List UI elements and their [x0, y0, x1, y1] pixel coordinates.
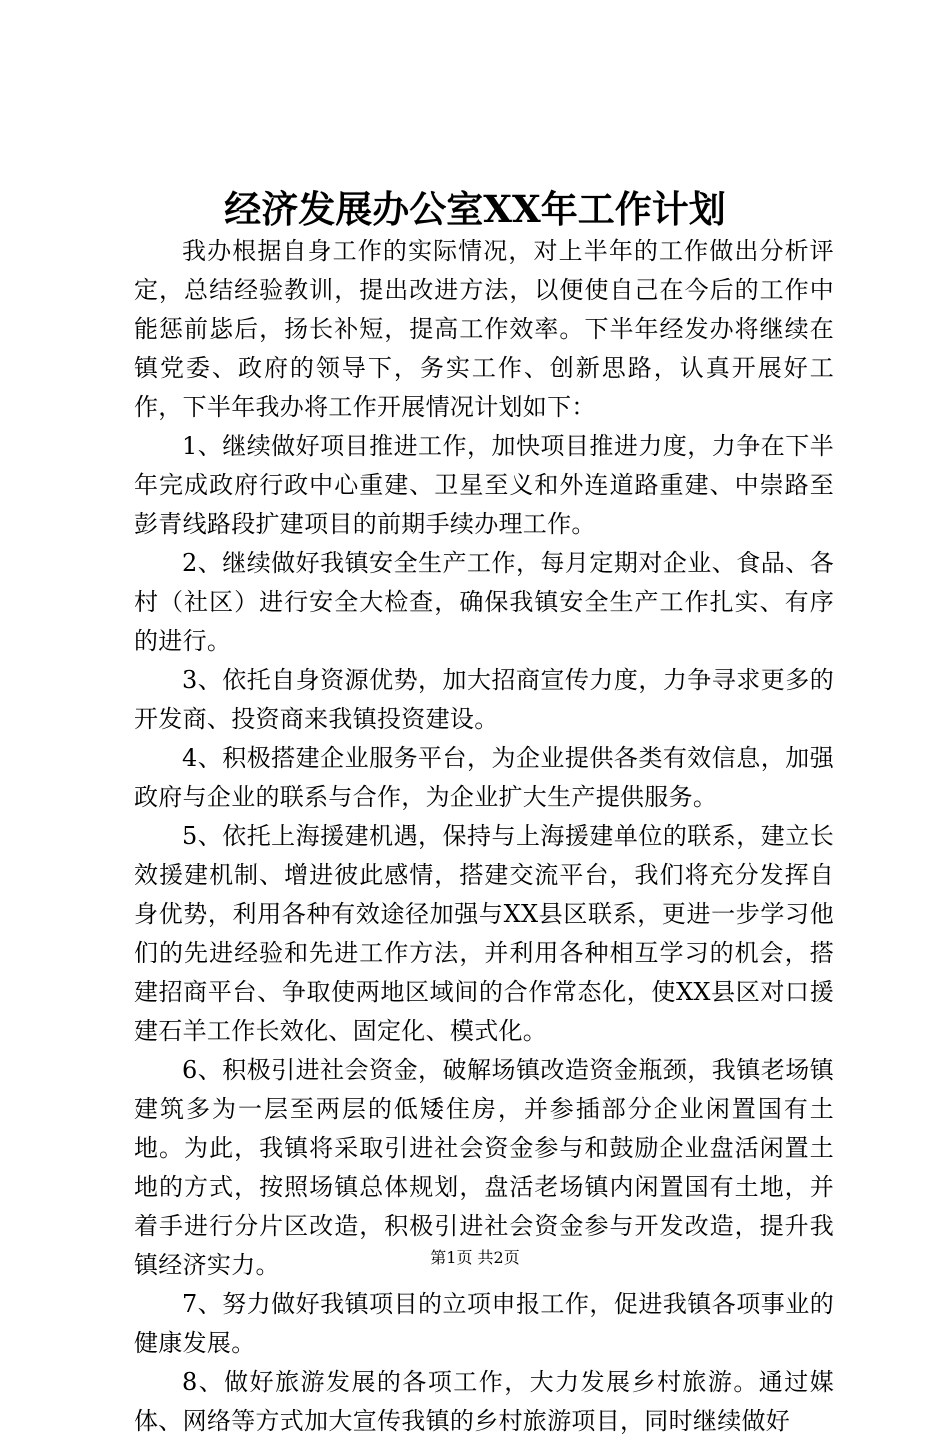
paragraph-item-6: 6、积极引进社会资金，破解场镇改造资金瓶颈，我镇老场镇建筑多为一层至两层的低矮住房，并参插部分企业闲置国有土地。为此，我镇将采取引进社会资金参与和鼓励企业盘活闲置土地的方式，按照场镇总体规划，盘活老场镇内闲置国有土地，并着手进行分片区改造，积极引进社会资金参与开发改造，提升我镇经济实力。	[134, 1056, 834, 1279]
document-title: 经济发展办公室XX年工作计划	[224, 187, 726, 231]
page-number-footer: 第1页 共2页	[430, 1248, 520, 1267]
paragraph-item-1: 1、继续做好项目推进工作，加快项目推进力度，力争在下半年完成政府行政中心重建、卫星至义和外连道路重建、中崇路至彭青线路段扩建项目的前期手续办理工作。	[134, 432, 834, 538]
paragraph-item-4: 4、积极搭建企业服务平台，为企业提供各类有效信息，加强政府与企业的联系与合作，为企业扩大生产提供服务。	[134, 744, 834, 811]
paragraph-item-5: 5、依托上海援建机遇，保持与上海援建单位的联系，建立长效援建机制、增进彼此感情，搭建交流平台，我们将充分发挥自身优势，利用各种有效途径加强与XX县区联系，更进一步学习他们的先进经验和先进工作方法，并利用各种相互学习的机会，搭建招商平台、争取使两地区域间的合作常态化，使XX县区对口援建石羊工作长效化、固定化、模式化。	[134, 822, 834, 1045]
paragraph-item-8: 8、做好旅游发展的各项工作，大力发展乡村旅游。通过媒体、网络等方式加大宣传我镇的乡村旅游项目，同时继续做好	[134, 1368, 834, 1435]
paragraph-item-7: 7、努力做好我镇项目的立项申报工作，促进我镇各项事业的健康发展。	[134, 1290, 834, 1357]
paragraph-item-3: 3、依托自身资源优势，加大招商宣传力度，力争寻求更多的开发商、投资商来我镇投资建设。	[134, 666, 834, 733]
paragraph-item-2: 2、继续做好我镇安全生产工作，每月定期对企业、食品、各村（社区）进行安全大检查，确保我镇安全生产工作扎实、有序的进行。	[134, 549, 834, 655]
paragraph-intro: 我办根据自身工作的实际情况，对上半年的工作做出分析评定，总结经验教训，提出改进方法，以便使自己在今后的工作中能惩前毖后，扬长补短，提高工作效率。下半年经发办将继续在镇党委、政府的领导下，务实工作、创新思路，认真开展好工作，下半年我办将工作开展情况计划如下：	[134, 237, 834, 421]
